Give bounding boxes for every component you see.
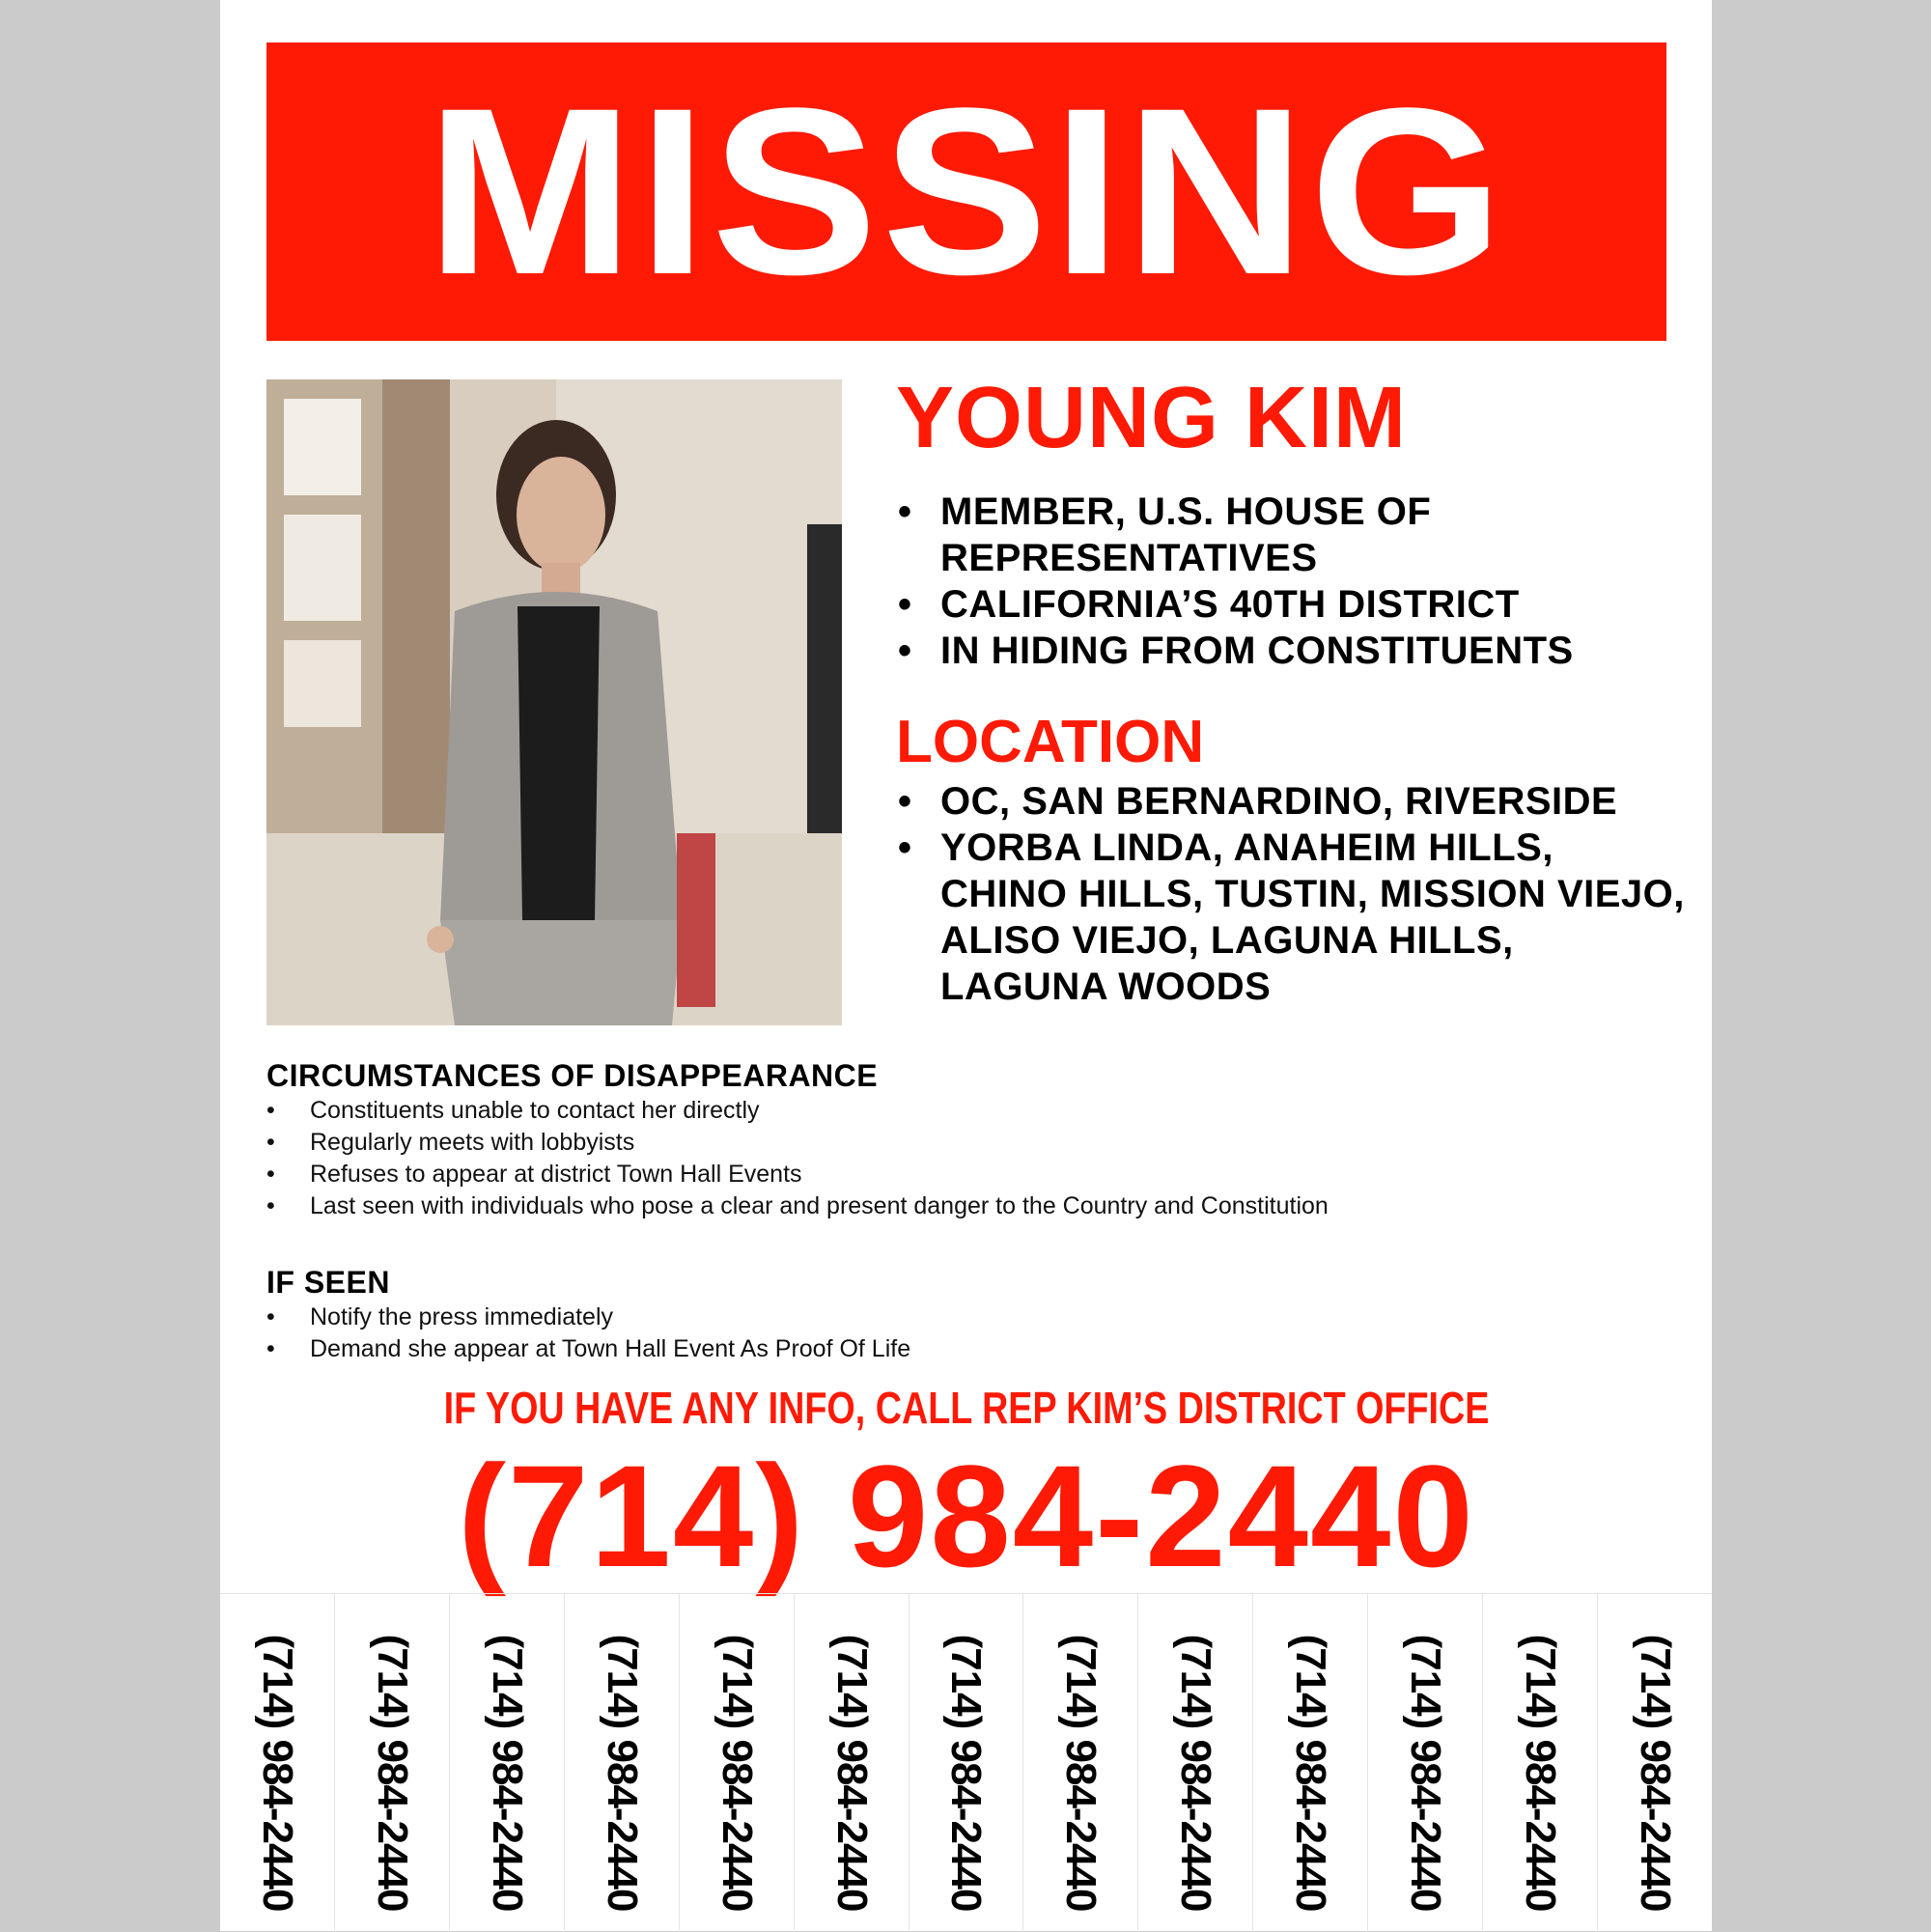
circumstances-list: [266, 1095, 1666, 1222]
tear-off-tab[interactable]: [1022, 1594, 1137, 1932]
tab-phone: (714) 984-2440: [1172, 1634, 1220, 1912]
tear-off-tab[interactable]: [1137, 1594, 1252, 1932]
list-item: • Notify the press immediately: [266, 1302, 1666, 1333]
tab-phone: (714) 984-2440: [368, 1634, 416, 1912]
person-photo: [266, 379, 842, 1025]
list-item: • CALIFORNIA’S 40TH DISTRICT: [896, 581, 1688, 628]
list-item: • YORBA LINDA, ANAHEIM HILLS, CHINO HILLS, TUSTIN, MISSION VIEJO, ALISO VIEJO, LAGUNA HILLS, LAGUNA WOODS: [896, 825, 1688, 1010]
tab-phone: (714) 984-2440: [598, 1634, 646, 1912]
if-seen-heading: IF SEEN: [266, 1265, 390, 1300]
list-item: • OC, SAN BERNARDINO, RIVERSIDE: [896, 778, 1688, 825]
tear-off-tab[interactable]: [334, 1594, 449, 1932]
tear-off-tab[interactable]: [794, 1594, 909, 1932]
list-item: • Demand she appear at Town Hall Event As Proof Of Life: [266, 1333, 1666, 1365]
person-name: YOUNG KIM: [896, 370, 1408, 466]
tear-off-tab[interactable]: [220, 1594, 334, 1932]
list-item: • Last seen with individuals who pose a clear and present danger to the Country and Constitution: [266, 1190, 1666, 1222]
tear-off-tab[interactable]: [909, 1594, 1023, 1932]
missing-banner: [266, 42, 1666, 341]
list-item: • Refuses to appear at district Town Hall Events: [266, 1159, 1666, 1190]
cta-phone-number: (714) 984-2440: [458, 1435, 1475, 1597]
if-seen-list: [266, 1302, 1666, 1365]
cta-line: IF YOU HAVE ANY INFO, CALL REP KIM’S DISTRICT OFFICE: [443, 1383, 1490, 1433]
list-item: • MEMBER, U.S. HOUSE OF REPRESENTATIVES: [896, 489, 1688, 581]
tab-phone: (714) 984-2440: [1402, 1634, 1450, 1912]
tab-phone: (714) 984-2440: [1517, 1634, 1565, 1912]
list-item: • IN HIDING FROM CONSTITUENTS: [896, 628, 1688, 674]
person-info: [896, 370, 1688, 1010]
tear-off-tab[interactable]: [564, 1594, 679, 1932]
tab-phone: (714) 984-2440: [1632, 1634, 1680, 1912]
banner-title: MISSING: [425, 58, 1508, 324]
tear-off-tab[interactable]: [1367, 1594, 1482, 1932]
tear-off-tab[interactable]: [1482, 1594, 1597, 1932]
tear-off-tab[interactable]: [679, 1594, 794, 1932]
person-facts-list: [896, 489, 1688, 674]
location-heading: LOCATION: [896, 709, 1205, 775]
location-list: [896, 778, 1688, 1010]
tear-off-tab[interactable]: [449, 1594, 564, 1932]
tab-phone: (714) 984-2440: [1287, 1634, 1335, 1912]
tab-phone: (714) 984-2440: [483, 1634, 531, 1912]
tab-phone: (714) 984-2440: [253, 1634, 301, 1912]
tear-off-tab[interactable]: [1597, 1594, 1712, 1932]
tab-phone: (714) 984-2440: [827, 1634, 876, 1912]
tear-off-tabs: [220, 1593, 1712, 1932]
details-section: [266, 1056, 1666, 1406]
list-item: • Constituents unable to contact her directly: [266, 1095, 1666, 1127]
tab-phone: (714) 984-2440: [713, 1634, 761, 1912]
tab-phone: (714) 984-2440: [942, 1634, 991, 1912]
list-item: • Regularly meets with lobbyists: [266, 1127, 1666, 1159]
tear-off-tab[interactable]: [1252, 1594, 1367, 1932]
circumstances-heading: CIRCUMSTANCES OF DISAPPEARANCE: [266, 1058, 879, 1093]
tab-phone: (714) 984-2440: [1057, 1634, 1105, 1912]
missing-poster: [220, 0, 1712, 1931]
